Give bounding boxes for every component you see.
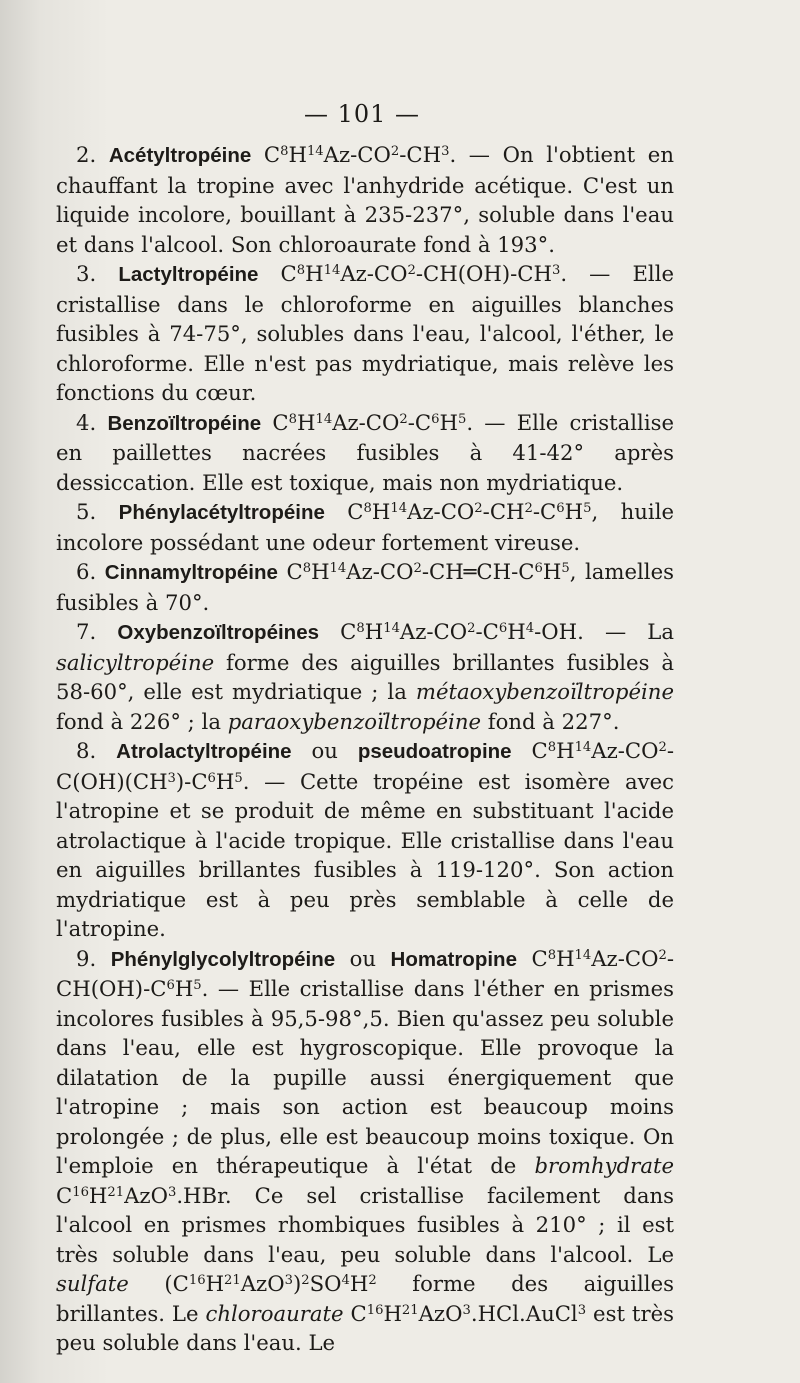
text-run: 9. bbox=[76, 945, 111, 971]
superscript: 14 bbox=[315, 411, 333, 427]
superscript: 8 bbox=[296, 262, 306, 278]
superscript: 2 bbox=[658, 739, 667, 755]
superscript: 2 bbox=[390, 143, 400, 159]
text-run: 2. bbox=[76, 142, 109, 167]
superscript: 14 bbox=[329, 560, 347, 576]
superscript: 4 bbox=[525, 620, 535, 636]
superscript: 3 bbox=[462, 1302, 471, 1318]
text-run: C bbox=[258, 261, 297, 286]
text-run: Az-CO bbox=[407, 499, 475, 524]
superscript: 3 bbox=[284, 1272, 293, 1288]
text-run: C bbox=[261, 409, 289, 435]
paragraph-3 bbox=[56, 408, 674, 498]
superscript: 2 bbox=[399, 411, 408, 427]
compound-name: Cinnamyltropéine bbox=[104, 561, 278, 584]
text-run: ou bbox=[335, 945, 391, 971]
paragraph-7 bbox=[56, 736, 674, 944]
text-run: C bbox=[324, 499, 364, 524]
text-run: (C bbox=[128, 1271, 189, 1296]
text-run: AzO bbox=[240, 1271, 285, 1296]
text-run: H bbox=[311, 559, 330, 584]
compound-name: Oxybenzoïltropéines bbox=[117, 621, 320, 644]
superscript: 8 bbox=[363, 500, 372, 516]
superscript: 21 bbox=[401, 1302, 419, 1318]
text-run: forme des aiguilles brillantes. Le bbox=[56, 1271, 674, 1326]
text-run: 3. bbox=[76, 261, 119, 286]
text-run: Az-CO bbox=[591, 945, 659, 971]
text-run: )-C bbox=[175, 768, 208, 794]
paragraph-4 bbox=[56, 497, 674, 557]
text-run: 7. bbox=[76, 619, 118, 644]
superscript: 14 bbox=[306, 143, 324, 159]
superscript: 6 bbox=[498, 620, 508, 636]
text-run: C bbox=[516, 945, 548, 971]
text-run: H bbox=[564, 499, 584, 524]
text-run: . — Cette tropéine est isomère avec l'atropine et se produit de même en substituant l'acide atrolactique à l'acide tropique. Elle cristallise dans l'eau en aiguilles brillantes fusibles à 119-120°. Son action mydriatique est à peu près semblable à celle de l'atropine. bbox=[56, 768, 674, 941]
superscript: 8 bbox=[547, 739, 557, 755]
text-run: . — Elle cristallise en paillettes nacrées fusibles à 41-42° après dessiccation. Elle est toxique, mais non mydriatique. bbox=[56, 409, 675, 495]
text-run: .HBr. Ce sel cristallise facilement dans l'alcool en prismes rhombiques fusibles à 210° ; il est très soluble dans l'eau, peu soluble dans l'alcool. Le bbox=[56, 1182, 674, 1267]
text-run: AzO bbox=[124, 1182, 168, 1208]
text-run: Az-CO bbox=[332, 409, 400, 435]
superscript: 5 bbox=[561, 560, 570, 576]
superscript: 16 bbox=[188, 1272, 206, 1288]
superscript: 5 bbox=[234, 770, 243, 786]
text-run: H bbox=[205, 1271, 225, 1296]
superscript: 16 bbox=[366, 1302, 384, 1318]
compound-name: Acétyltropéine bbox=[108, 144, 252, 167]
superscript: 3 bbox=[167, 1184, 177, 1200]
superscript: 21 bbox=[224, 1272, 241, 1288]
text-run: 6. bbox=[76, 559, 105, 584]
superscript: 6 bbox=[431, 411, 440, 427]
text-run: ou bbox=[291, 738, 358, 763]
text-run: H bbox=[364, 619, 384, 644]
text-run: .HCl.AuCl bbox=[470, 1300, 578, 1326]
text-run: H bbox=[371, 499, 391, 524]
paragraph-2 bbox=[56, 259, 674, 408]
text-run: H bbox=[215, 768, 235, 794]
compound-name: Atrolactyltropéine bbox=[116, 740, 292, 763]
text-run: -C(OH)(CH bbox=[56, 738, 675, 794]
superscript: 5 bbox=[457, 411, 467, 427]
text-run: C bbox=[56, 1182, 73, 1208]
superscript: 2 bbox=[413, 560, 422, 576]
superscript: 14 bbox=[323, 262, 341, 278]
text-run: C bbox=[511, 738, 548, 763]
superscript: 6 bbox=[534, 560, 543, 576]
superscript: 14 bbox=[574, 947, 592, 963]
compound-name: Homatropine bbox=[390, 947, 517, 971]
superscript: 4 bbox=[341, 1272, 350, 1288]
superscript: 14 bbox=[383, 620, 400, 636]
italic-term: salicyltropéine bbox=[56, 649, 215, 675]
text-run: , lamelles fusibles à 70°. bbox=[56, 559, 674, 615]
text-run: Az-CO bbox=[399, 619, 468, 644]
text-run: -C bbox=[407, 409, 432, 435]
superscript: 3 bbox=[441, 143, 450, 159]
text-run: -CH(OH)-CH bbox=[415, 261, 552, 286]
compound-name: Benzoïltropéine bbox=[107, 411, 262, 435]
text-run: est très peu soluble dans l'eau. Le bbox=[56, 1300, 674, 1355]
superscript: 3 bbox=[577, 1302, 587, 1318]
superscript: 2 bbox=[524, 500, 533, 516]
superscript: 2 bbox=[301, 1272, 310, 1288]
superscript: 8 bbox=[356, 620, 365, 636]
superscript: 14 bbox=[390, 500, 408, 516]
text-run: H bbox=[305, 261, 324, 286]
italic-term: chloroaurate bbox=[205, 1300, 344, 1326]
text-run: H bbox=[88, 1182, 108, 1208]
text-run: 4. bbox=[76, 409, 108, 435]
text-run: C bbox=[319, 619, 357, 644]
text-run: -CH═CH-C bbox=[421, 559, 535, 584]
paragraph-5 bbox=[56, 557, 674, 617]
text-run: -C bbox=[475, 619, 499, 644]
superscript: 16 bbox=[72, 1184, 89, 1200]
text-run: . — Elle cristallise dans l'éther en prismes incolores fusibles à 95,5-98°,5. Bien qu'assez peu soluble dans l'eau, elle est hygroscopique. Elle provoque la dilatation de la pupille aussi énergiquement que l'atropine ; mais son action est beaucoup moins prolongée ; de plus, elle est beaucoup moins toxique. On l'emploie en thérapeutique à l'état de bbox=[56, 976, 674, 1178]
text-run: 5. bbox=[76, 499, 119, 524]
italic-term: paraoxybenzoïltropéine bbox=[227, 708, 482, 734]
text-run: H bbox=[383, 1300, 402, 1326]
text-run: fond à 227°. bbox=[481, 708, 620, 734]
text-run: -CH bbox=[482, 499, 525, 524]
text-run: Az-CO bbox=[323, 142, 391, 167]
superscript: 8 bbox=[302, 560, 312, 576]
text-run: H bbox=[439, 409, 458, 435]
paragraph-8 bbox=[56, 944, 674, 1358]
text-run: 8. bbox=[76, 738, 117, 763]
text-run: H bbox=[174, 976, 194, 1001]
text-run: H bbox=[542, 559, 562, 584]
paragraph-6 bbox=[56, 617, 674, 736]
superscript: 2 bbox=[658, 947, 667, 963]
superscript: 6 bbox=[556, 500, 565, 516]
text-run: H bbox=[556, 945, 575, 971]
text-run: C bbox=[251, 142, 281, 167]
italic-term: bromhydrate bbox=[534, 1153, 674, 1178]
superscript: 5 bbox=[583, 500, 592, 516]
superscript: 21 bbox=[107, 1184, 125, 1200]
compound-name: Lactyltropéine bbox=[118, 263, 259, 286]
superscript: 14 bbox=[574, 739, 592, 755]
text-run: H bbox=[507, 619, 526, 644]
text-run: -CH bbox=[399, 142, 442, 167]
text-run: H bbox=[288, 142, 307, 167]
text-run: H bbox=[297, 409, 316, 435]
superscript: 5 bbox=[193, 977, 202, 993]
text-run: Az-CO bbox=[340, 261, 408, 286]
text-run: C bbox=[277, 559, 303, 584]
superscript: 6 bbox=[166, 977, 175, 993]
text-run: Az-CO bbox=[346, 559, 414, 584]
superscript: 2 bbox=[474, 500, 483, 516]
body-text bbox=[56, 140, 674, 1358]
compound-name: Phénylglycolyltropéine bbox=[110, 947, 336, 971]
text-run: H bbox=[556, 738, 575, 763]
text-run: . — Elle cristallise dans le chloroforme en aiguilles blanches fusibles à 74-75°, solubles dans l'eau, l'alcool, l'éther, le chloroforme. Elle n'est pas mydriatique, mais relève les fonctions du cœur. bbox=[56, 261, 675, 405]
text-run: C bbox=[343, 1300, 367, 1326]
text-run: . — On l'obtient en chauffant la tropine avec l'anhydride acétique. C'est un liquide incolore, bouillant à 235-237°, soluble dans l'eau et dans l'alcool. Son chloroaurate fond à 193°. bbox=[56, 142, 674, 257]
superscript: 8 bbox=[288, 411, 297, 427]
compound-name: Phénylacétyltropéine bbox=[118, 501, 325, 524]
text-run: AzO bbox=[418, 1300, 463, 1326]
text-run: Az-CO bbox=[591, 738, 659, 763]
text-run: forme des aiguilles brillantes fusibles à 58-60°, elle est mydriatique ; la bbox=[56, 649, 674, 704]
page-number: — 101 — bbox=[303, 100, 421, 128]
superscript: 3 bbox=[551, 262, 561, 278]
superscript: 8 bbox=[547, 947, 557, 963]
superscript: 6 bbox=[207, 770, 216, 786]
italic-term: métaoxybenzoïltropéine bbox=[415, 679, 674, 704]
text-run: ) bbox=[292, 1271, 302, 1296]
text-run: -OH. — La bbox=[534, 619, 674, 644]
paragraph-1 bbox=[56, 140, 674, 259]
superscript: 2 bbox=[368, 1272, 377, 1288]
text-run: SO bbox=[309, 1271, 342, 1296]
compound-name: pseudoatropine bbox=[357, 740, 512, 763]
text-run: -C bbox=[532, 499, 557, 524]
text-run: , huile incolore possédant une odeur fortement vireuse. bbox=[56, 499, 675, 555]
superscript: 2 bbox=[407, 262, 416, 278]
superscript: 2 bbox=[467, 620, 476, 636]
superscript: 3 bbox=[167, 770, 176, 786]
text-run: H bbox=[349, 1271, 369, 1296]
text-run: -CH(OH)-C bbox=[56, 945, 674, 1001]
italic-term: sulfate bbox=[56, 1271, 129, 1296]
superscript: 8 bbox=[280, 143, 289, 159]
text-run: fond à 226° ; la bbox=[56, 708, 228, 734]
